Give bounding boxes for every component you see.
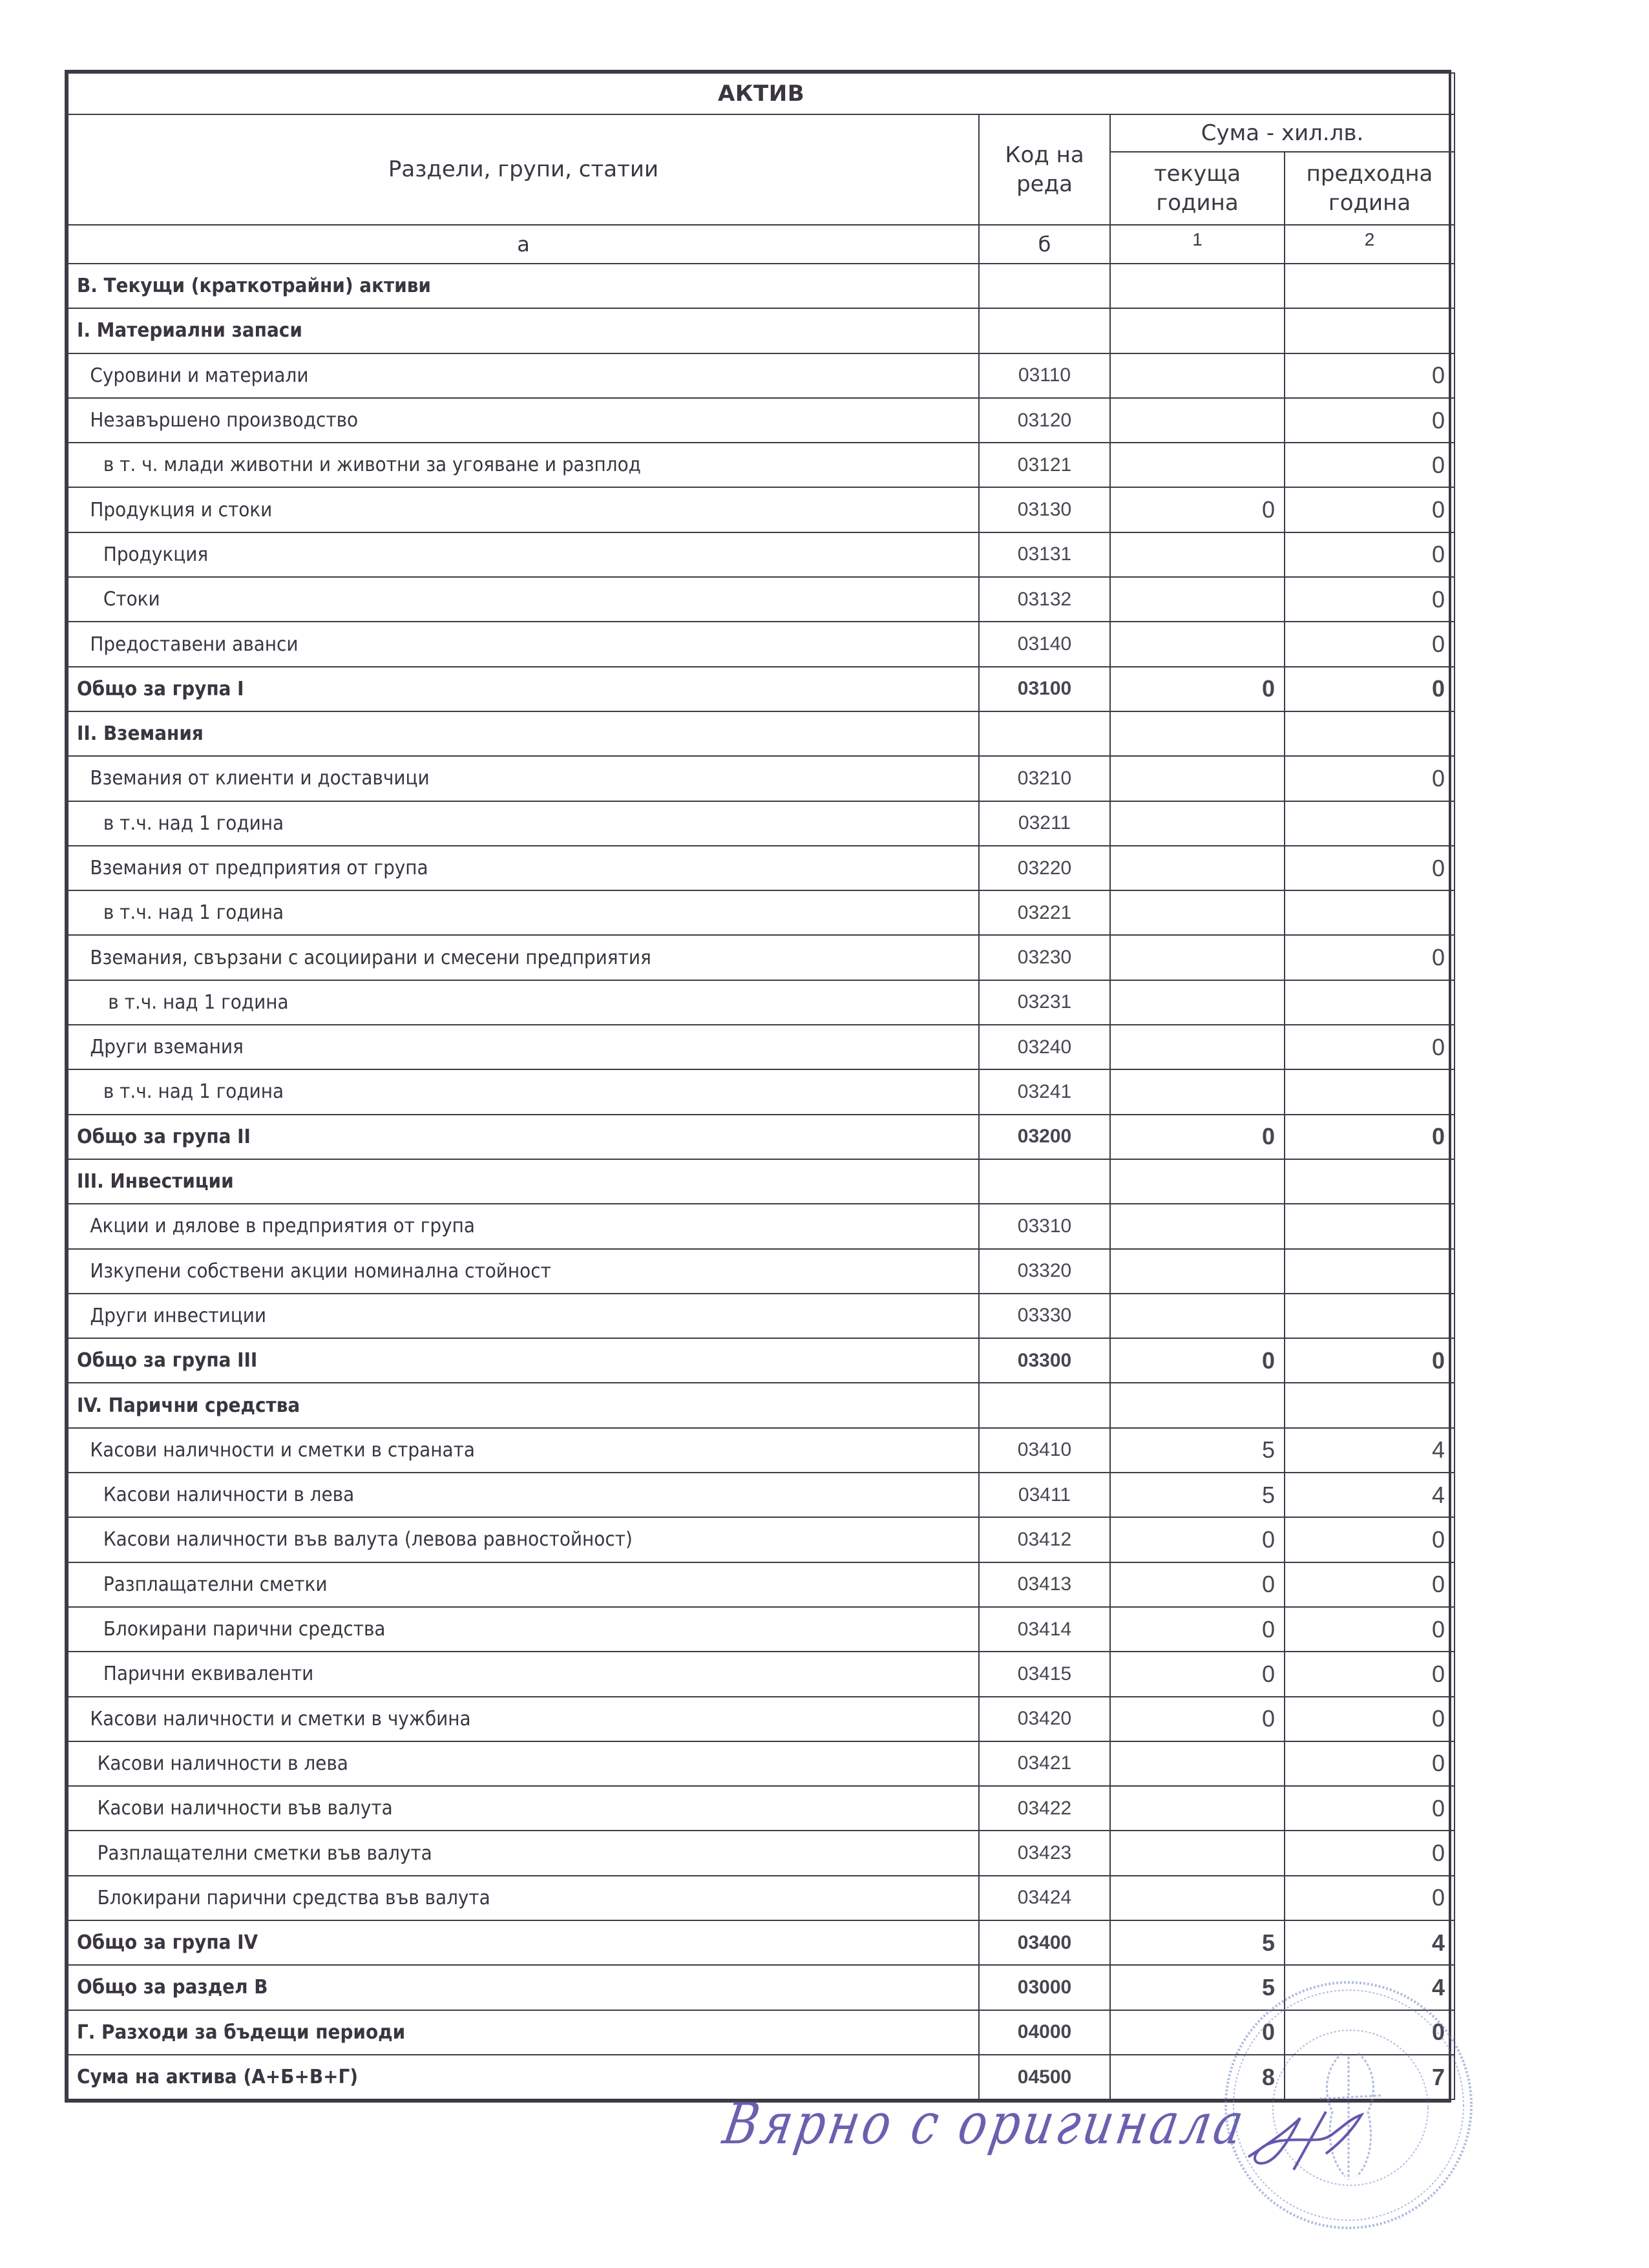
row-current-year-value: [1110, 1025, 1285, 1069]
row-code: 03000: [979, 1965, 1110, 2010]
row-previous-year-value: 0: [1285, 577, 1455, 622]
row-label: III. Инвестиции: [68, 1159, 915, 1204]
row-label: Разплащателни сметки: [68, 1562, 915, 1607]
table-row: [68, 1517, 1455, 1562]
table-row: [68, 1025, 1455, 1069]
table-row: [68, 1069, 1455, 1114]
row-current-year-value: [1110, 577, 1285, 622]
row-label: Касови наличности и сметки в чужбина: [68, 1697, 915, 1741]
table-row-total: [68, 1115, 1455, 1159]
assets-table: [67, 72, 1455, 2100]
table-row: [68, 398, 1455, 443]
column-letter-b: б: [979, 225, 1110, 264]
row-previous-year-value: 0: [1285, 667, 1455, 711]
table-row: [68, 1741, 1455, 1786]
row-current-year-value: 0: [1110, 1652, 1285, 1696]
row-code: 03240: [979, 1025, 1110, 1069]
table-row: [68, 443, 1455, 487]
row-label: В. Текущи (краткотрайни) активи: [68, 264, 915, 308]
row-label: Общо за група IV: [68, 1920, 915, 1965]
row-code: 03210: [979, 756, 1110, 801]
row-label: Г. Разходи за бъдещи периоди: [68, 2010, 915, 2055]
row-label: Незавършено производство: [68, 398, 915, 443]
row-code: 03221: [979, 890, 1110, 935]
table-row: [68, 1786, 1455, 1831]
table-row: [68, 1562, 1455, 1607]
row-current-year-value: 0: [1110, 2010, 1285, 2055]
row-previous-year-value: 4: [1285, 1428, 1455, 1473]
row-previous-year-value: 0: [1285, 1562, 1455, 1607]
row-code: 03220: [979, 846, 1110, 890]
row-previous-year-value: [1285, 264, 1455, 308]
row-code: 03120: [979, 398, 1110, 443]
handwritten-certification: Вярно с оригинала: [719, 2090, 1252, 2157]
row-code: 03421: [979, 1741, 1110, 1786]
table-row: [68, 1876, 1455, 1920]
table-row: [68, 532, 1455, 577]
table-row: [68, 1831, 1455, 1875]
seal-emblem-icon: [1319, 2053, 1381, 2179]
row-current-year-value: [1110, 980, 1285, 1025]
table-row: [68, 1697, 1455, 1741]
row-previous-year-value: 0: [1285, 1338, 1455, 1383]
row-code: 03410: [979, 1428, 1110, 1473]
row-label: Продукция и стоки: [68, 487, 915, 532]
header-code: [979, 114, 1110, 225]
row-label: в т.ч. над 1 година: [68, 1069, 915, 1114]
row-code: 03412: [979, 1517, 1110, 1562]
row-previous-year-value: 0: [1285, 1115, 1455, 1159]
row-code: 03211: [979, 801, 1110, 846]
row-label: Продукция: [68, 532, 915, 577]
row-label: в т.ч. над 1 година: [68, 890, 915, 935]
row-label: Парични еквиваленти: [68, 1652, 915, 1696]
row-current-year-value: [1110, 398, 1285, 443]
row-label: Суровини и материали: [68, 353, 915, 398]
title-row: [68, 73, 1455, 114]
row-label: Други вземания: [68, 1025, 915, 1069]
column-letter-1: 1: [1110, 225, 1285, 264]
row-label: IV. Парични средства: [68, 1383, 915, 1427]
table-row: [68, 1204, 1455, 1248]
row-label: Касови наличности във валута (левова равностойност): [68, 1517, 915, 1562]
row-previous-year-value: [1285, 1383, 1455, 1427]
header-current-year-label: текуща година: [1153, 161, 1241, 216]
row-current-year-value: [1110, 1249, 1285, 1294]
row-current-year-value: [1110, 1831, 1285, 1875]
row-code: 03415: [979, 1652, 1110, 1696]
table-row: [68, 980, 1455, 1025]
table-row-section: [68, 1159, 1455, 1204]
row-current-year-value: [1110, 846, 1285, 890]
row-previous-year-value: 0: [1285, 1517, 1455, 1562]
row-previous-year-value: [1285, 711, 1455, 756]
row-code: 03420: [979, 1697, 1110, 1741]
row-current-year-value: [1110, 1204, 1285, 1248]
row-previous-year-value: 0: [1285, 1831, 1455, 1875]
row-label: Вземания от предприятия от група: [68, 846, 915, 890]
row-current-year-value: [1110, 1741, 1285, 1786]
row-current-year-value: 8: [1110, 2055, 1285, 2099]
row-previous-year-value: 4: [1285, 1473, 1455, 1517]
row-label: Блокирани парични средства: [68, 1607, 915, 1652]
row-current-year-value: 0: [1110, 1338, 1285, 1383]
row-previous-year-value: [1285, 308, 1455, 353]
row-code: 03310: [979, 1204, 1110, 1248]
header-row: [68, 114, 1455, 152]
row-code: 03121: [979, 443, 1110, 487]
row-current-year-value: 5: [1110, 1965, 1285, 2010]
row-label: Други инвестиции: [68, 1294, 915, 1338]
row-previous-year-value: 0: [1285, 1025, 1455, 1069]
row-label: Касови наличности във валута: [68, 1786, 915, 1831]
row-code: 03411: [979, 1473, 1110, 1517]
row-current-year-value: [1110, 935, 1285, 980]
row-code: 03320: [979, 1249, 1110, 1294]
row-label: в т. ч. млади животни и животни за угояване и разплод: [68, 443, 915, 487]
row-code: [979, 264, 1110, 308]
row-code: 03131: [979, 532, 1110, 577]
header-previous-year: [1285, 152, 1455, 225]
row-label: Изкупени собствени акции номинална стойност: [68, 1249, 915, 1294]
table-row-section: [68, 264, 1455, 308]
table-row: [68, 801, 1455, 846]
row-code: 03132: [979, 577, 1110, 622]
table-row: [68, 1294, 1455, 1338]
row-previous-year-value: [1285, 980, 1455, 1025]
row-previous-year-value: 0: [1285, 1697, 1455, 1741]
table-row-total: [68, 1920, 1455, 1965]
table-row: [68, 1428, 1455, 1473]
row-current-year-value: 0: [1110, 1115, 1285, 1159]
row-code: 03422: [979, 1786, 1110, 1831]
table-row: [68, 890, 1455, 935]
row-previous-year-value: 0: [1285, 443, 1455, 487]
row-previous-year-value: [1285, 1204, 1455, 1248]
row-code: 03330: [979, 1294, 1110, 1338]
row-label: Стоки: [68, 577, 915, 622]
table-row-section: [68, 711, 1455, 756]
row-previous-year-value: 4: [1285, 1965, 1455, 2010]
row-code: 03424: [979, 1876, 1110, 1920]
row-previous-year-value: 0: [1285, 353, 1455, 398]
row-label: Сума на актива (А+Б+В+Г): [68, 2055, 915, 2099]
table-row: [68, 577, 1455, 622]
row-label: Блокирани парични средства във валута: [68, 1876, 915, 1920]
row-code: [979, 711, 1110, 756]
row-previous-year-value: 0: [1285, 532, 1455, 577]
row-code: [979, 308, 1110, 353]
table-row: [68, 1607, 1455, 1652]
row-label: II. Вземания: [68, 711, 915, 756]
row-previous-year-value: 0: [1285, 398, 1455, 443]
row-label: Разплащателни сметки във валута: [68, 1831, 915, 1875]
row-label: Общо за раздел В: [68, 1965, 915, 2010]
row-label: Вземания от клиенти и доставчици: [68, 756, 915, 801]
row-current-year-value: [1110, 264, 1285, 308]
row-code: 03231: [979, 980, 1110, 1025]
row-current-year-value: 0: [1110, 1607, 1285, 1652]
row-current-year-value: 5: [1110, 1473, 1285, 1517]
table-row: [68, 756, 1455, 801]
balance-sheet-assets: [65, 70, 1451, 2103]
row-code: 03230: [979, 935, 1110, 980]
row-current-year-value: [1110, 1383, 1285, 1427]
header-sections: Раздели, групи, статии: [68, 114, 979, 225]
row-label: в т.ч. над 1 година: [68, 980, 915, 1025]
row-previous-year-value: 4: [1285, 1920, 1455, 1965]
row-code: 04500: [979, 2055, 1110, 2099]
row-current-year-value: [1110, 1876, 1285, 1920]
row-current-year-value: 0: [1110, 1697, 1285, 1741]
row-label: Общо за група I: [68, 667, 915, 711]
row-previous-year-value: [1285, 1069, 1455, 1114]
row-label: I. Материални запаси: [68, 308, 915, 353]
row-previous-year-value: [1285, 1249, 1455, 1294]
row-previous-year-value: 0: [1285, 1652, 1455, 1696]
row-previous-year-value: [1285, 1294, 1455, 1338]
row-current-year-value: 0: [1110, 487, 1285, 532]
table-row: [68, 622, 1455, 666]
row-previous-year-value: 0: [1285, 2010, 1455, 2055]
row-current-year-value: [1110, 801, 1285, 846]
row-code: 03241: [979, 1069, 1110, 1114]
row-current-year-value: 0: [1110, 667, 1285, 711]
row-label: Акции и дялове в предприятия от група: [68, 1204, 915, 1248]
table-row: [68, 353, 1455, 398]
header-current-year: [1110, 152, 1285, 225]
row-previous-year-value: 0: [1285, 846, 1455, 890]
row-code: 03130: [979, 487, 1110, 532]
row-current-year-value: 0: [1110, 1517, 1285, 1562]
row-current-year-value: [1110, 1159, 1285, 1204]
table-row: [68, 487, 1455, 532]
row-current-year-value: [1110, 532, 1285, 577]
table-row: [68, 1652, 1455, 1696]
row-code: [979, 1383, 1110, 1427]
table-title: АКТИВ: [68, 73, 1455, 114]
table-row: [68, 1473, 1455, 1517]
row-previous-year-value: 0: [1285, 756, 1455, 801]
row-current-year-value: [1110, 443, 1285, 487]
table-row-section: [68, 308, 1455, 353]
row-previous-year-value: 0: [1285, 622, 1455, 666]
table-row-total: [68, 1338, 1455, 1383]
row-label: Общо за група III: [68, 1338, 915, 1383]
row-current-year-value: 5: [1110, 1920, 1285, 1965]
row-label: Касови наличности и сметки в страната: [68, 1428, 915, 1473]
row-code: [979, 1159, 1110, 1204]
row-current-year-value: [1110, 622, 1285, 666]
table-row: [68, 935, 1455, 980]
row-code: 03400: [979, 1920, 1110, 1965]
row-previous-year-value: 0: [1285, 1876, 1455, 1920]
table-row: [68, 846, 1455, 890]
row-current-year-value: [1110, 756, 1285, 801]
header-code-label: Код на реда: [1005, 142, 1084, 197]
header-sum: Сума - хил.лв.: [1110, 114, 1455, 152]
row-current-year-value: [1110, 1786, 1285, 1831]
row-current-year-value: [1110, 711, 1285, 756]
row-current-year-value: [1110, 353, 1285, 398]
row-label: в т.ч. над 1 година: [68, 801, 915, 846]
row-label: Вземания, свързани с асоциирани и смесени предприятия: [68, 935, 915, 980]
row-previous-year-value: 0: [1285, 487, 1455, 532]
header-previous-year-label: предходна година: [1306, 161, 1433, 216]
row-previous-year-value: 0: [1285, 1741, 1455, 1786]
row-code: 03300: [979, 1338, 1110, 1383]
row-current-year-value: [1110, 1294, 1285, 1338]
row-previous-year-value: 0: [1285, 1607, 1455, 1652]
row-label: Общо за група II: [68, 1115, 915, 1159]
row-label: Предоставени аванси: [68, 622, 915, 666]
row-previous-year-value: [1285, 1159, 1455, 1204]
row-code: 03414: [979, 1607, 1110, 1652]
round-seal-stamp: [1210, 1969, 1487, 2247]
row-previous-year-value: 0: [1285, 935, 1455, 980]
row-code: 04000: [979, 2010, 1110, 2055]
row-previous-year-value: [1285, 801, 1455, 846]
row-label: Касови наличности в лева: [68, 1741, 915, 1786]
row-current-year-value: 5: [1110, 1428, 1285, 1473]
row-previous-year-value: 0: [1285, 1786, 1455, 1831]
row-code: 03100: [979, 667, 1110, 711]
table-row-section: [68, 1383, 1455, 1427]
column-letter-2: 2: [1285, 225, 1455, 264]
row-code: 03110: [979, 353, 1110, 398]
row-code: 03200: [979, 1115, 1110, 1159]
signature-scribble: [1248, 2112, 1361, 2170]
row-previous-year-value: [1285, 890, 1455, 935]
row-code: 03140: [979, 622, 1110, 666]
column-letters-row: [68, 225, 1455, 264]
row-code: 03423: [979, 1831, 1110, 1875]
row-code: 03413: [979, 1562, 1110, 1607]
row-previous-year-value: 7: [1285, 2055, 1455, 2099]
column-letter-a: а: [68, 225, 979, 264]
row-current-year-value: [1110, 308, 1285, 353]
row-current-year-value: [1110, 1069, 1285, 1114]
row-label: Касови наличности в лева: [68, 1473, 915, 1517]
row-current-year-value: [1110, 890, 1285, 935]
row-current-year-value: 0: [1110, 1562, 1285, 1607]
table-row: [68, 1249, 1455, 1294]
table-row-total: [68, 667, 1455, 711]
